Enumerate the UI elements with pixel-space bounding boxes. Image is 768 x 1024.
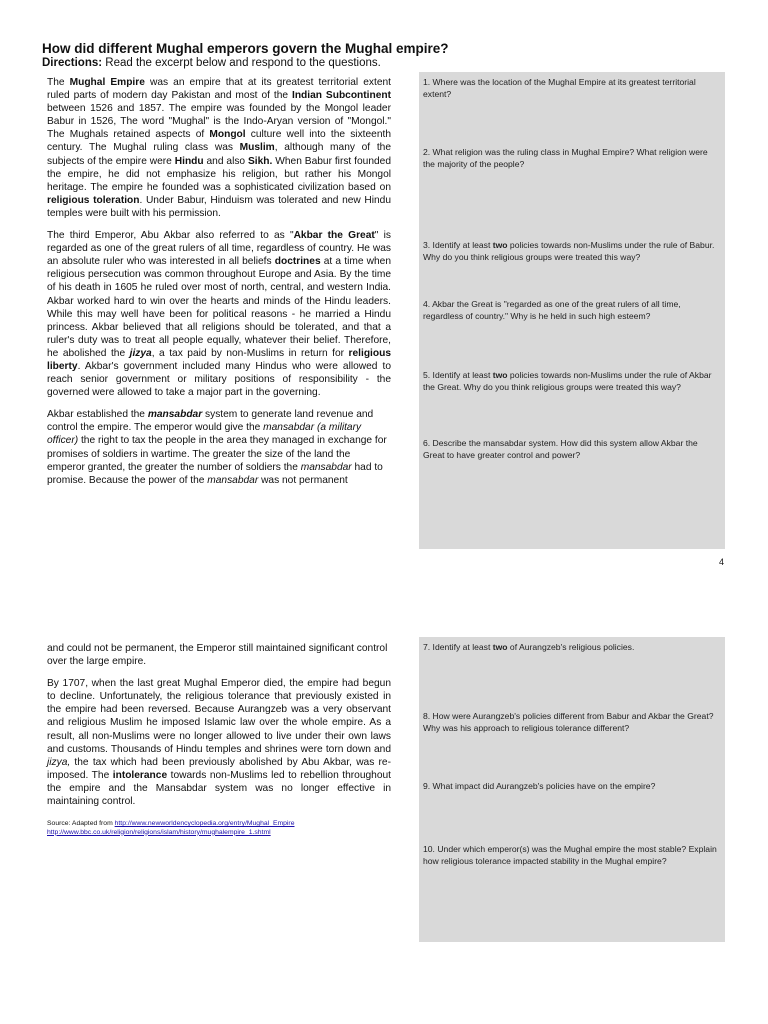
directions-line (42, 57, 381, 69)
source-link-bbc[interactable]: http://www.bbc.co.uk/religion/religions/islam/history/mughalempire_1.shtml (47, 828, 271, 836)
source-label: Source: Adapted from (47, 820, 115, 827)
question-6: 6. Describe the mansabdar system. How did this system allow Akbar the Great to have greater control and power? (423, 438, 698, 460)
question-2: 2. What religion was the ruling class in Mughal Empire? What religion were the majority of the people? (423, 147, 708, 169)
reading-excerpt-part1 (47, 76, 391, 496)
paragraph-aurangzeb: By 1707, when the last great Mughal Emperor died, the empire had begun to decline. Unfortunately, the religious tolerance that previously existed in the empire had been reversed. Because Aurangzeb was a very observant and religious Muslim he imposed Islamic law over the whole empire. As a result, all non-Muslims were no longer allowed to live under their own laws and customs. Thousands of Hindu temples and shrines were torn down and jizya, the tax which had been previously abolished by Abu Akbar, was re-imposed. The intolerance towards non-Muslims led to rebellion throughout the empire and the Mansabdar system was no longer effective in maintaining control. (47, 678, 391, 808)
reading-excerpt-part2 (47, 642, 391, 817)
question-5: 5. Identify at least two policies towards non-Muslims under the rule of Akbar the Great. Why do you think religious groups were treated this way? (423, 370, 712, 392)
question-1: 1. Where was the location of the Mughal Empire at its greatest territorial extent? (423, 77, 696, 99)
directions-label: Directions: (42, 57, 103, 69)
source-link-newworld[interactable]: http://www.newworldencyclopedia.org/entry/Mughal_Empire (114, 820, 295, 827)
page-title: How did different Mughal emperors govern the Mughal empire? (42, 41, 449, 56)
question-4: 4. Akbar the Great is "regarded as one of the great rulers of all time, regardless of country." Why is he held in such high esteem? (423, 299, 681, 321)
directions-text: Read the excerpt below and respond to the questions. (102, 57, 381, 69)
page-number: 4 (719, 557, 725, 567)
paragraph-continuation: and could not be permanent, the Emperor still maintained significant control over the large empire. (47, 643, 388, 668)
questions-box-page1 (419, 72, 725, 549)
source-citation (47, 820, 294, 837)
question-10: 10. Under which emperor(s) was the Mughal empire the most stable? Explain how religious tolerance impacted stability in the Mughal empire? (423, 844, 717, 866)
paragraph-babur: The Mughal Empire was an empire that at its greatest territorial extent ruled parts of modern day Pakistan and most of the Indian Subcontinent between 1526 and 1857. The empire was founded by the Mongol leader Babur in 1526, The word "Mughal" is the Indo-Aryan version of "Mongol." The Mughals retained aspects of Mongol culture well into the sixteenth century. The Mughal ruling class was Muslim, although many of the subjects of the empire were Hindu and also Sikh. When Babur first founded the empire, he did not emphasize his religion, but rather his Mongol heritage. The empire he founded was a sophisticated civilization based on religious toleration. Under Babur, Hinduism was tolerated and new Hindu temples were built with his permission. (47, 77, 392, 219)
paragraph-mansabdar: Akbar established the mansabdar system to generate land revenue and control the empire. The emperor would give the mansabdar (a military officer) the right to tax the people in the area they managed in exchange for promises of soldiers in wartime. The greater the size of the land the emperor granted, the greater the number of soldiers the mansabdar had to promise. Because the power of the mansabdar was not permanent (47, 409, 387, 486)
question-8: 8. How were Aurangzeb's policies different from Babur and Akbar the Great? Why was his approach to religious tolerance different? (423, 711, 714, 733)
questions-box-page2 (419, 637, 725, 942)
question-7: 7. Identify at least two of Aurangzeb's religious policies. (423, 642, 635, 652)
paragraph-akbar: The third Emperor, Abu Akbar also referred to as "Akbar the Great" is regarded as one of the great rulers of all time, regardless of country. He was an absolute ruler who was interested in all beliefs doctrines at a time when religious persecution was common throughout Europe and Asia. By the time of his death in 1605 he ruled over most of north, central, and western India. Akbar worked hard to win over the hearts and minds of the Hindu leaders. While this may well have been for political reasons - he married a Hindu princess. Akbar believed that all religions should be tolerated, and that a ruler's duty was to treat all people equally, whatever their belief. Therefore, he abolished the jizya, a tax paid by non-Muslims in return for religious liberty. Akbar's government included many Hindus who were allowed to reach senior government or military positions of responsibility - the governed were allowed to take a major part in the governing. (47, 230, 391, 399)
question-9: 9. What impact did Aurangzeb's policies have on the empire? (423, 781, 656, 791)
question-3: 3. Identify at least two policies towards non-Muslims under the rule of Babur. Why do you think religious groups were treated this way? (423, 240, 715, 262)
